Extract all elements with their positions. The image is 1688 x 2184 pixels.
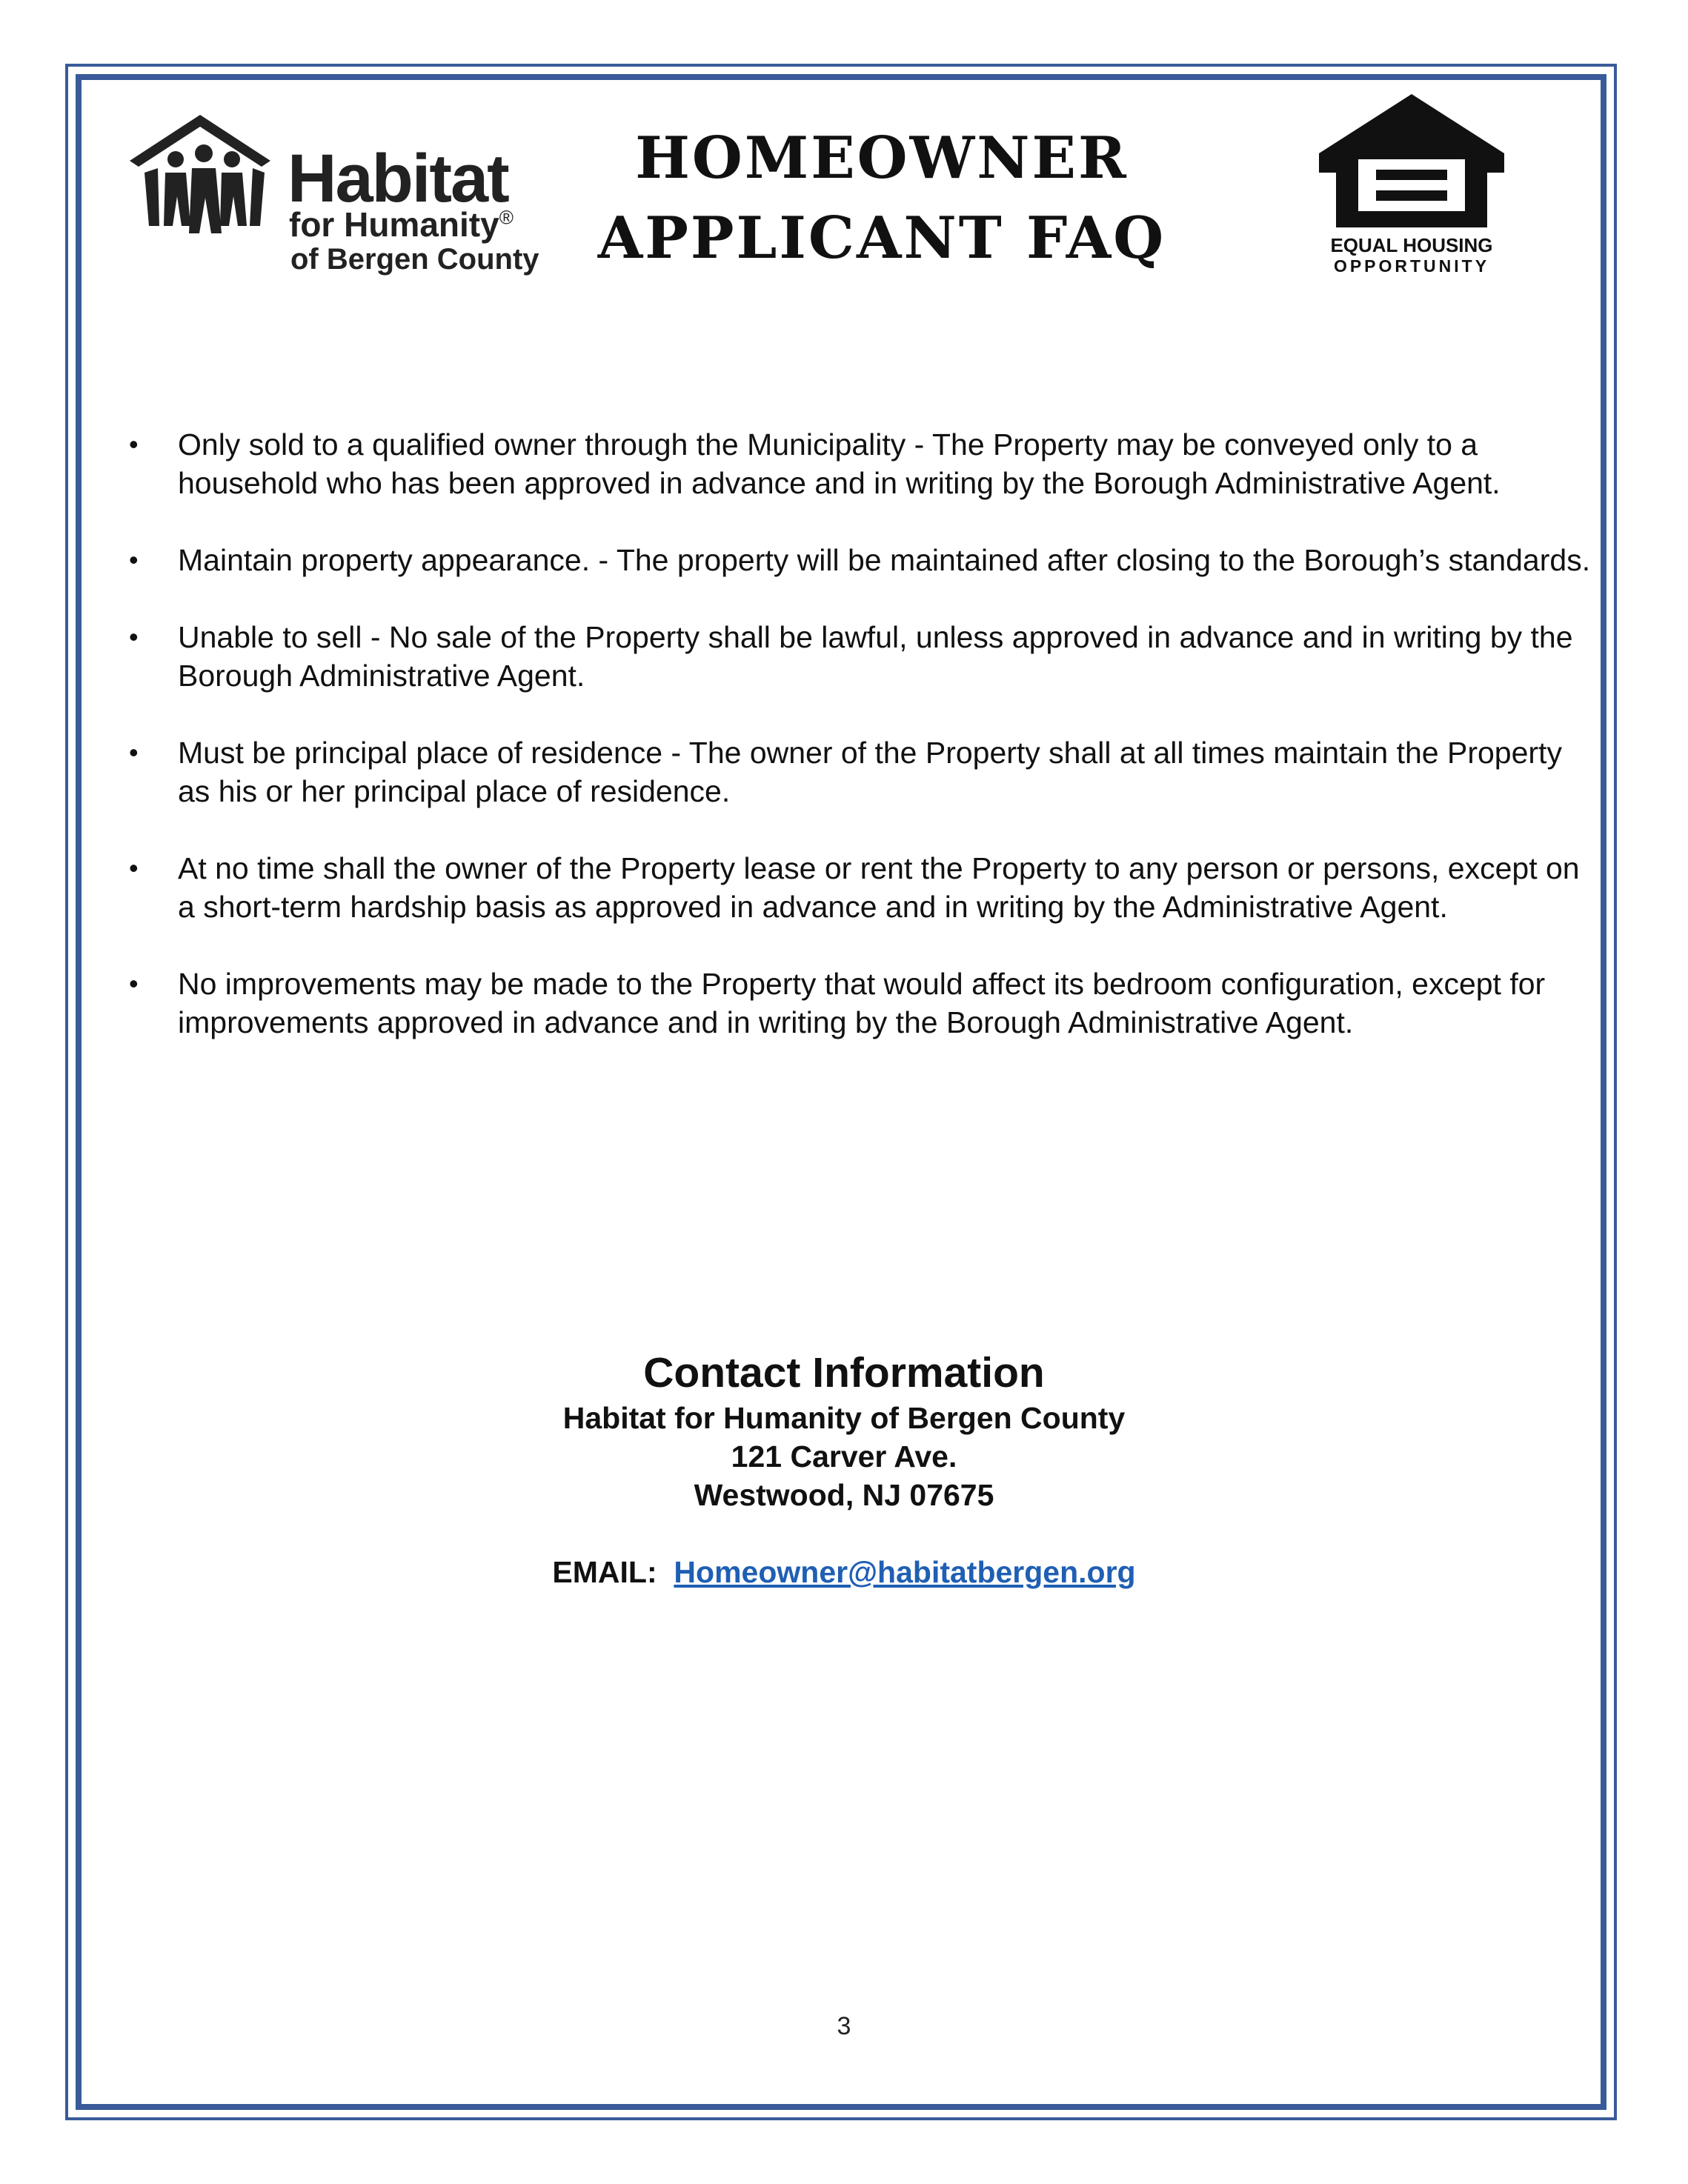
faq-item: • Maintain property appearance. - The property will be maintained after closing to the Borough’s standards. xyxy=(126,541,1593,579)
email-link[interactable]: Homeowner@habitatbergen.org xyxy=(674,1555,1136,1589)
email-label: EMAIL: xyxy=(552,1555,657,1589)
contact-section xyxy=(0,1347,1688,1591)
faq-list xyxy=(126,425,1593,1080)
page-number: 3 xyxy=(837,2012,851,2040)
faq-item: • At no time shall the owner of the Property lease or rent the Property to any person or persons, except on a short-term hardship basis as approved in advance and in writing by the Administrative Agent. xyxy=(126,849,1593,926)
bullet-icon: • xyxy=(129,737,139,768)
habitat-logo-line3: of Bergen County xyxy=(290,243,539,276)
bullet-icon: • xyxy=(129,545,139,575)
contact-street: 121 Carver Ave. xyxy=(731,1439,957,1474)
faq-item: • Must be principal place of residence - The owner of the Property shall at all times maintain the Property as his or her principal place of residence. xyxy=(126,733,1593,810)
page-border-inner xyxy=(76,74,1606,2110)
page-title-line1: HOMEOWNER xyxy=(635,124,1129,192)
bullet-icon: • xyxy=(129,429,139,459)
equal-housing-line2: OPPORTUNITY xyxy=(1333,256,1490,276)
equal-housing-line1: EQUAL HOUSING xyxy=(1330,234,1493,256)
bullet-icon: • xyxy=(129,968,139,999)
faq-item: • Only sold to a qualified owner through the Municipality - The Property may be conveyed only to a household who has been approved in advance and in writing by the Borough Administrative Agent. xyxy=(126,425,1593,502)
page-title xyxy=(563,119,1200,279)
faq-item: • No improvements may be made to the Property that would affect its bedroom configuration, except for improvements approved in advance and in writing by the Borough Administrative Agent. xyxy=(126,965,1593,1042)
faq-item: • Unable to sell - No sale of the Property shall be lawful, unless approved in advance and in writing by the Borough Administrative Agent. xyxy=(126,618,1593,695)
habitat-logo-line2: for Humanity® xyxy=(289,205,514,244)
bullet-icon: • xyxy=(129,853,139,883)
email-row xyxy=(0,1553,1688,1591)
contact-org: Habitat for Humanity of Bergen County xyxy=(562,1401,1126,1435)
habitat-logo-name: Habitat xyxy=(288,141,508,216)
page-title-line2: APPLICANT FAQ xyxy=(597,204,1166,272)
contact-heading: Contact Information xyxy=(643,1349,1045,1396)
contact-city: Westwood, NJ 07675 xyxy=(694,1478,994,1512)
bullet-icon: • xyxy=(129,622,139,652)
